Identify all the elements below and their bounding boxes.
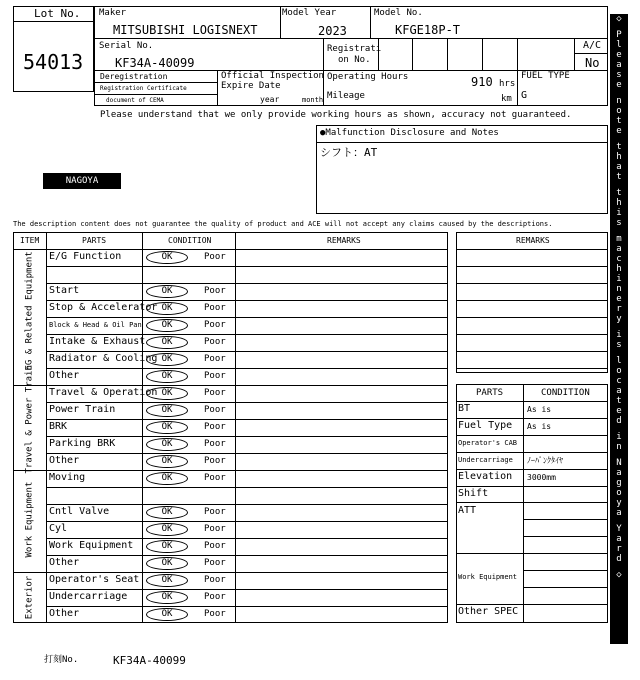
serial-label: Serial No. [99, 41, 154, 51]
part-label: Stop & Accelerator [49, 302, 158, 313]
ok-checkbox[interactable]: OK [146, 251, 188, 264]
part-label: Cyl [49, 523, 68, 534]
ok-checkbox[interactable]: OK [146, 591, 188, 604]
ok-checkbox[interactable]: OK [146, 438, 188, 451]
part-label: Travel & Operation [49, 387, 158, 398]
part-label: Radiator & Cooling [49, 353, 158, 364]
registration-label: Registrati [327, 44, 382, 54]
poor-option[interactable]: Poor [204, 456, 226, 466]
stamp-label: 打刻No. [44, 655, 79, 665]
lot-label: Lot No. [34, 7, 81, 20]
maker-value: MITSUBISHI LOGISNEXT [113, 23, 258, 37]
remarks-header: REMARKS [327, 236, 361, 245]
model-year-label: Model Year [282, 8, 337, 18]
group-work: Work Equipment [24, 481, 35, 558]
part-label: Other [49, 455, 80, 466]
ok-checkbox[interactable]: OK [146, 336, 188, 349]
ok-checkbox[interactable]: OK [146, 370, 188, 383]
serial-value: KF34A-40099 [115, 56, 195, 70]
ok-checkbox[interactable]: OK [146, 574, 188, 587]
poor-option[interactable]: Poor [204, 303, 226, 313]
poor-option[interactable]: Poor [204, 575, 226, 585]
part-label: Moving [49, 472, 86, 483]
notice-hours: Please understand that we only provide working hours as shown, accuracy not guaranteed. [100, 110, 572, 120]
ok-checkbox[interactable]: OK [146, 472, 188, 485]
spec-part: Shift [458, 488, 489, 499]
model-year-value: 2023 [318, 24, 347, 38]
disclaimer: The description content does not guarantee the quality of product and ACE will not accept any claims caused by the descriptions. [13, 220, 553, 228]
dereg-label: Deregistration [100, 72, 168, 81]
ok-checkbox[interactable]: OK [146, 285, 188, 298]
part-label: Work Equipment [49, 540, 134, 551]
model-no-value: KFGE18P-T [395, 23, 461, 37]
spec-part: Other SPEC [458, 606, 519, 617]
ok-checkbox[interactable]: OK [146, 319, 188, 332]
poor-option[interactable]: Poor [204, 422, 226, 432]
spec-condition-header: CONDITION [541, 388, 590, 398]
poor-option[interactable]: Poor [204, 371, 226, 381]
month-label: month [302, 96, 324, 104]
part-label: Other [49, 608, 80, 619]
poor-option[interactable]: Poor [204, 354, 226, 364]
poor-option[interactable]: Poor [204, 388, 226, 398]
malfunction-box [316, 125, 608, 214]
ok-checkbox[interactable]: OK [146, 421, 188, 434]
part-label: Cntl Valve [49, 506, 110, 517]
location-sidebar: ◇ P l e a s e n o t e t h a t t h i s m a c h i n e r y i s l o c a t e d i n N a g o y a Y a r d ◇ [610, 14, 628, 644]
dereg-sub2: document of CEMA [106, 97, 164, 104]
ok-checkbox[interactable]: OK [146, 455, 188, 468]
part-label: Parking BRK [49, 438, 116, 449]
op-hours-value: 910 [471, 75, 493, 89]
spec-part: Operator's CAB [458, 439, 518, 447]
part-label: BRK [49, 421, 68, 432]
spec-part: Fuel Type [458, 420, 513, 431]
ok-checkbox[interactable]: OK [146, 540, 188, 553]
poor-option[interactable]: Poor [204, 558, 226, 568]
ok-checkbox[interactable]: OK [146, 608, 188, 621]
malfunction-text: シフト：AT [320, 146, 378, 159]
parts-header: PARTS [82, 236, 107, 245]
part-label: Operator's Seat [49, 574, 140, 585]
spec-part: BT [458, 403, 471, 414]
spec-value: As is [527, 405, 552, 414]
poor-option[interactable]: Poor [204, 320, 226, 330]
spec-part: Work Equipment [458, 573, 518, 581]
malfunction-title: ●Malfunction Disclosure and Notes [320, 128, 499, 138]
spec-part: ATT [458, 505, 477, 516]
location-badge: NAGOYA [43, 173, 121, 189]
spec-parts-header: PARTS [476, 388, 504, 398]
fuel-type-label: FUEL TYPE [521, 71, 570, 81]
part-label: Intake & Exhaust [49, 336, 146, 347]
item-header: ITEM [20, 236, 40, 245]
ok-checkbox[interactable]: OK [146, 353, 188, 366]
inspection-label-2: Expire Date [221, 81, 281, 91]
ok-checkbox[interactable]: OK [146, 387, 188, 400]
part-label: Block & Head & Oil Pan [49, 321, 142, 329]
spec-value: As is [527, 422, 552, 431]
poor-option[interactable]: Poor [204, 439, 226, 449]
part-label: Power Train [49, 404, 116, 415]
spec-value: 3000mm [527, 473, 556, 482]
poor-option[interactable]: Poor [204, 252, 226, 262]
group-travel: Travel & Power Train [24, 365, 35, 474]
registration-label-2: on No. [338, 55, 371, 65]
op-hours-label: Operating Hours [327, 72, 409, 82]
poor-option[interactable]: Poor [204, 405, 226, 415]
poor-option[interactable]: Poor [204, 541, 226, 551]
spec-part: Undercarriage [458, 456, 513, 464]
poor-option[interactable]: Poor [204, 286, 226, 296]
stamp-value: KF34A-40099 [113, 654, 186, 667]
ok-checkbox[interactable]: OK [146, 404, 188, 417]
poor-option[interactable]: Poor [204, 609, 226, 619]
ok-checkbox[interactable]: OK [146, 523, 188, 536]
ok-checkbox[interactable]: OK [146, 506, 188, 519]
hrs-unit: hrs [499, 79, 516, 89]
lot-number: 54013 [23, 50, 84, 74]
ac-label: A/C [583, 40, 602, 51]
part-label: Other [49, 557, 80, 568]
poor-option[interactable]: Poor [204, 507, 226, 517]
poor-option[interactable]: Poor [204, 473, 226, 483]
group-exterior: Exterior [24, 575, 35, 620]
poor-option[interactable]: Poor [204, 592, 226, 602]
poor-option[interactable]: Poor [204, 524, 226, 534]
ac-value: No [585, 56, 600, 70]
inspection-label: Official Inspection [221, 71, 324, 81]
part-label: Start [49, 285, 80, 296]
fuel-type-value: G [521, 90, 528, 101]
part-label: E/G Function [49, 251, 122, 262]
model-no-label: Model No. [374, 8, 423, 18]
group-eg: EG & Related Equipment [24, 251, 35, 371]
part-label: Other [49, 370, 80, 381]
year-label: year [260, 95, 280, 104]
dereg-sub1: Registration Certificate [100, 85, 187, 92]
right-remarks-header: REMARKS [516, 236, 550, 245]
ok-checkbox[interactable]: OK [146, 302, 188, 315]
km-unit: km [501, 94, 512, 104]
condition-header: CONDITION [168, 236, 212, 245]
spec-part: Elevation [458, 471, 513, 482]
part-label: Undercarriage [49, 591, 128, 602]
ok-checkbox[interactable]: OK [146, 557, 188, 570]
maker-label: Maker [99, 8, 127, 18]
spec-value: ﾉｰﾊﾟﾝｸﾀｲﾔ [527, 456, 563, 465]
poor-option[interactable]: Poor [204, 337, 226, 347]
mileage-label: Mileage [327, 91, 365, 101]
